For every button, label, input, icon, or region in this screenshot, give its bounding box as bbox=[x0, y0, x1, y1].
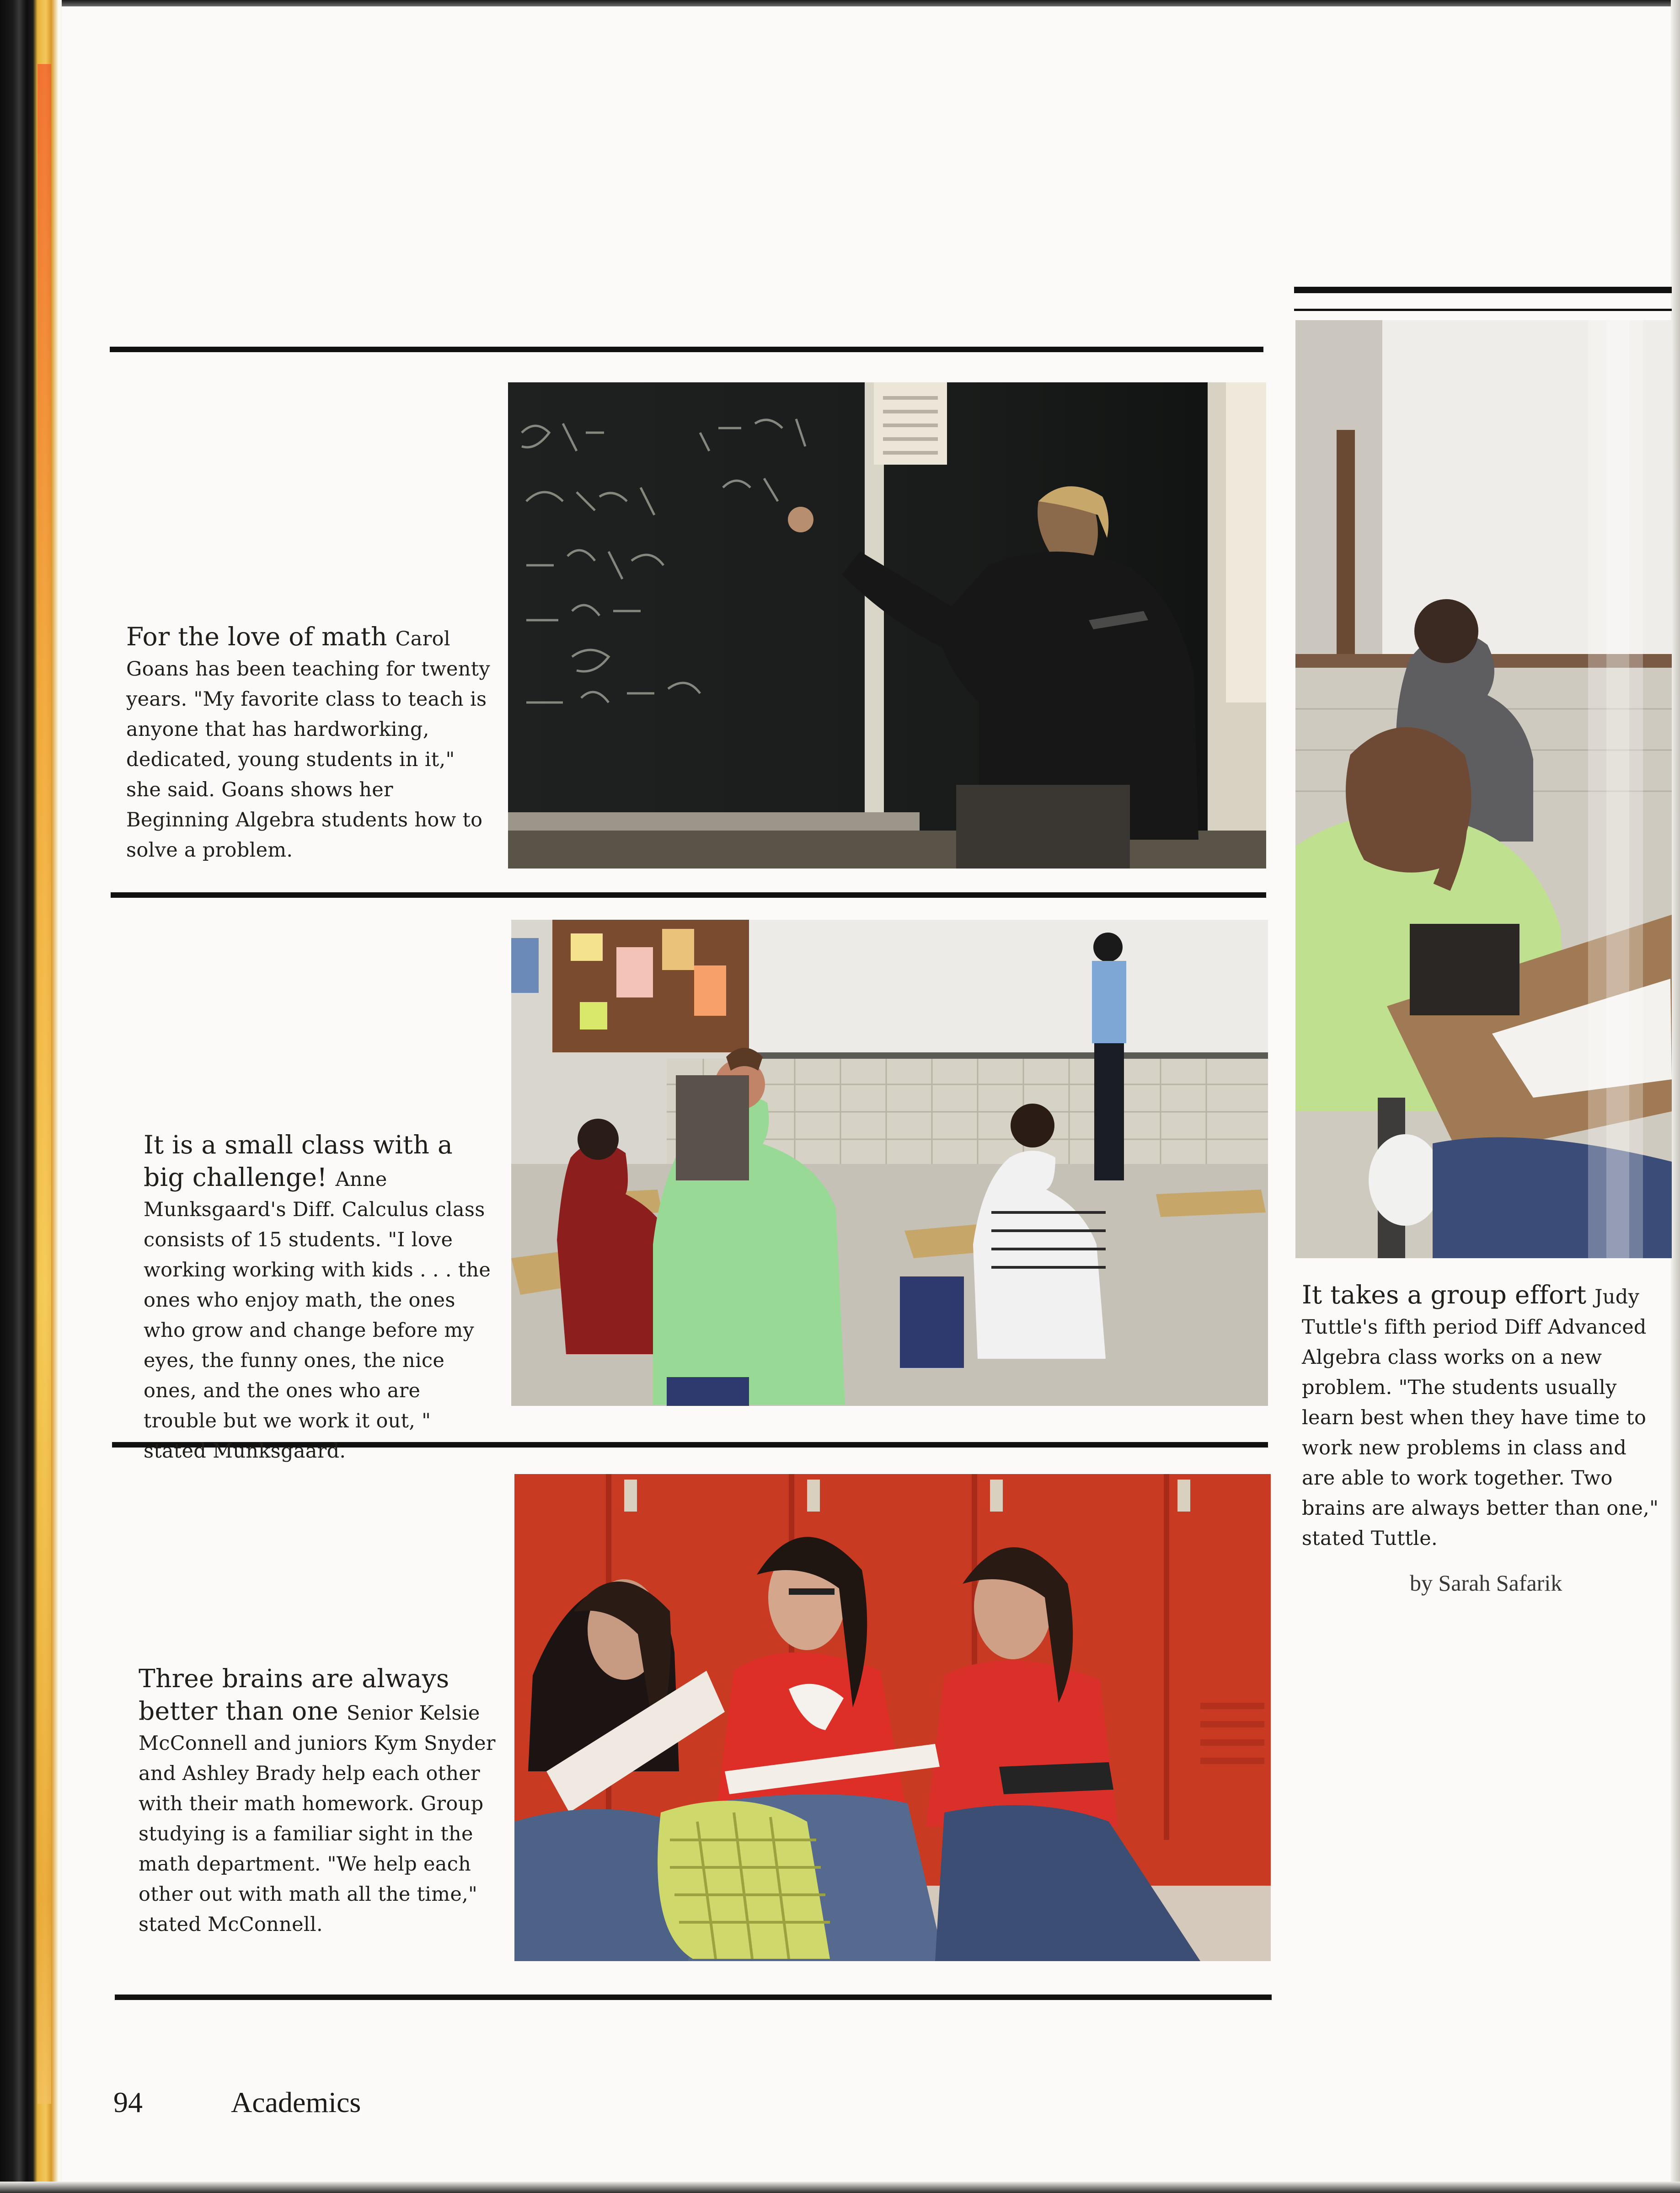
caption-love-of-math bbox=[126, 622, 492, 865]
divider-rule bbox=[1294, 287, 1672, 293]
divider-rule bbox=[111, 892, 1266, 898]
divider-rule-thin bbox=[1294, 309, 1672, 311]
caption-lead: For the love of math bbox=[126, 622, 396, 651]
caption-body: Senior Kelsie McConnell and juniors Kym Snyder and Ashley Brady help each other with their math homework. Group studying is a familiar sight in the math department. "We help each other out with math all the time," stated McConnell. bbox=[139, 1702, 496, 1936]
caption-lead: It is a small class with a big challenge! bbox=[144, 1130, 453, 1192]
divider-rule bbox=[115, 1995, 1272, 2000]
caption-body: Anne Munksgaard's Diff. Calculus class consists of 15 students. "I love working working with kids . . . the ones who enjoy math, the ones who grow and change before my eyes, the funny ones, the nice ones, and the ones who are trouble but we work it out, " stated Munksgaard. bbox=[144, 1168, 491, 1463]
photo-group-effort-classroom bbox=[1295, 320, 1672, 1258]
byline: by Sarah Safarik bbox=[1410, 1570, 1562, 1596]
photo-teacher-chalkboard bbox=[508, 382, 1266, 869]
photo-three-students-lockers bbox=[514, 1474, 1271, 1961]
caption-three-brains bbox=[139, 1663, 498, 1940]
caption-body: Carol Goans has been teaching for twenty years. "My favorite class to teach is anyone that has hardworking, dedicated, young students in it," she said. Goans shows her Beginning Algebra students how to solve a problem. bbox=[126, 627, 490, 862]
caption-body: Judy Tuttle's fifth period Diff Advanced Algebra class works on a new problem. "The students usually learn best when they have time to work new problems in class and are able to work together. Two brains are always better than one," stated Tuttle. bbox=[1302, 1286, 1659, 1550]
divider-rule bbox=[110, 347, 1263, 352]
page-top-edge bbox=[0, 0, 1680, 6]
section-name: Academics bbox=[231, 2086, 361, 2118]
page-bottom-edge bbox=[0, 2182, 1680, 2193]
caption-group-effort bbox=[1302, 1280, 1663, 1554]
page-right-edge bbox=[1671, 0, 1680, 2193]
caption-lead: It takes a group effort bbox=[1302, 1280, 1595, 1309]
page-number: 94 bbox=[113, 2086, 143, 2118]
book-spine bbox=[0, 0, 62, 2193]
caption-lead: Three brains are always better than one bbox=[139, 1664, 449, 1726]
caption-small-class bbox=[144, 1130, 496, 1466]
photo-calculus-classroom bbox=[511, 920, 1268, 1406]
page-edge-color-strip bbox=[37, 64, 51, 2104]
